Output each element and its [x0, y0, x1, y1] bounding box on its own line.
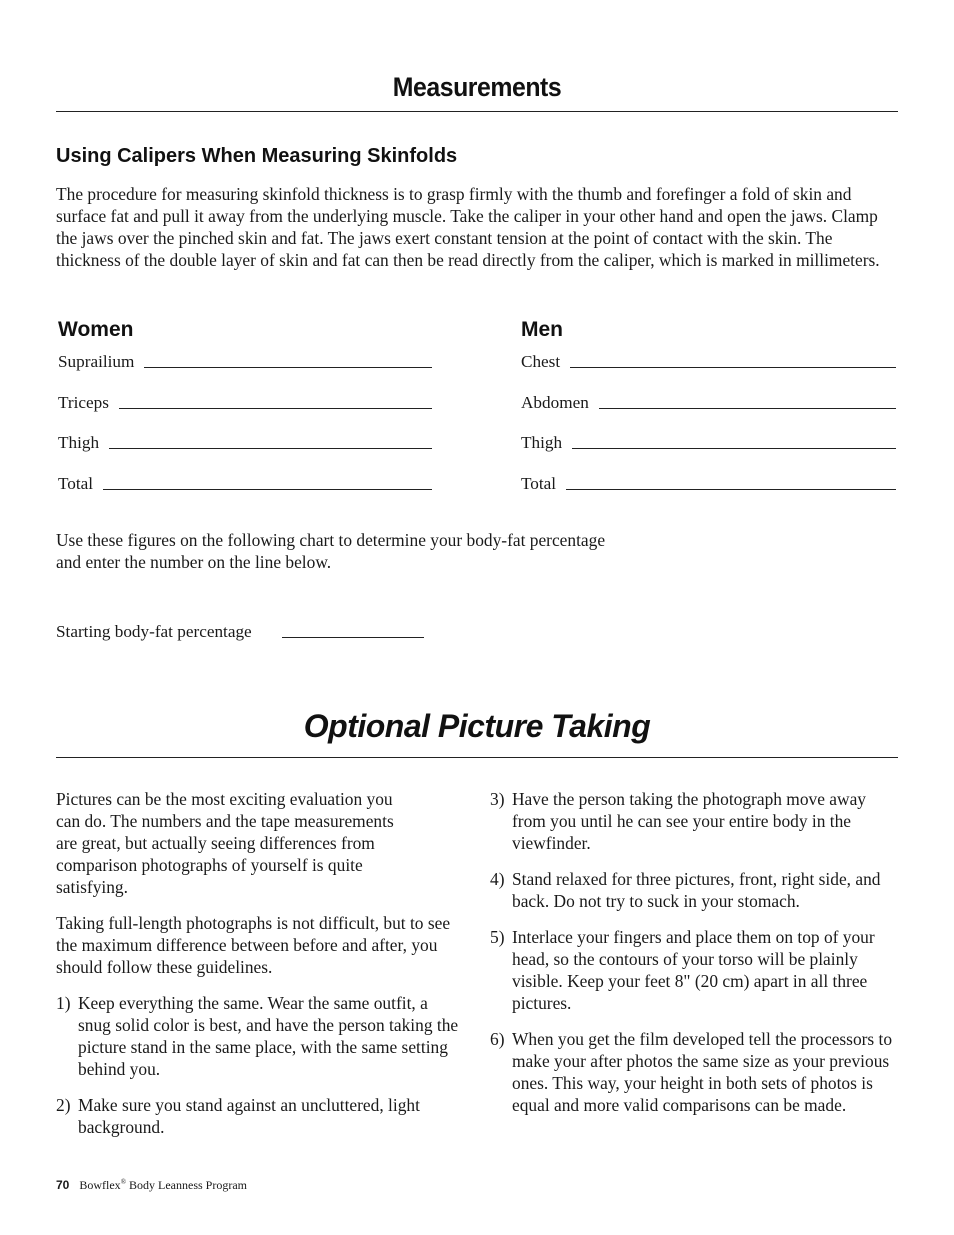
men-field-thigh[interactable]: [521, 433, 896, 453]
right-column: [490, 788, 895, 1130]
section-subtitle: Using Calipers When Measuring Skinfolds: [56, 145, 458, 167]
entry-line[interactable]: [570, 366, 896, 368]
entry-line[interactable]: [109, 447, 432, 449]
intro-paragraph-1: Pictures can be the most exciting evaluation you can do. The numbers and the tape measurements are great, but actually seeing differences from comparison photographs of yourself is quite satisfying.: [56, 789, 394, 897]
field-label: Total: [521, 474, 557, 493]
page-title-measurements: Measurements: [392, 72, 562, 102]
list-item: [56, 992, 460, 1080]
men-heading: Men: [521, 318, 563, 341]
entry-line[interactable]: [119, 407, 432, 409]
list-item: [490, 926, 895, 1014]
list-number: 1): [56, 993, 71, 1013]
field-label: Total: [58, 474, 94, 493]
section2-divider: [56, 757, 898, 758]
field-label: Thigh: [521, 433, 563, 452]
field-label: Suprailium: [58, 352, 135, 371]
field-label: Thigh: [58, 433, 100, 452]
list-number: 2): [56, 1095, 71, 1115]
list-item: [490, 868, 895, 912]
women-field-triceps[interactable]: [58, 393, 432, 413]
women-field-thigh[interactable]: [58, 433, 432, 453]
list-text: Keep everything the same. Wear the same outfit, a snug solid color is best, and have the person taking the picture stand in the same place, with the same setting behind you.: [78, 993, 459, 1079]
list-number: 4): [490, 869, 505, 889]
page-footer: [56, 1178, 247, 1193]
intro-paragraph-2: Taking full-length photographs is not difficult, but to see the maximum difference between before and after, you should follow these guidelines.: [56, 913, 451, 977]
field-label: Triceps: [58, 393, 109, 412]
field-label: Chest: [521, 352, 561, 371]
calipers-paragraph: The procedure for measuring skinfold thickness is to grasp firmly with the thumb and forefinger a fold of skin and surface fat and pull it away from the underlying muscle. Take the caliper in your other hand and open the jaws. Clamp the jaws over the pinched skin and fat. The jaws exert constant tension at the point of contact with the skin. The thickness of the double layer of skin and fat can then be read directly from the caliper, which is marked in millimeters.: [56, 184, 880, 270]
entry-line[interactable]: [103, 488, 432, 490]
list-item: [490, 1028, 895, 1116]
instruction-line-2: and enter the number on the line below.: [56, 552, 332, 572]
men-field-total[interactable]: [521, 474, 896, 494]
men-field-chest[interactable]: [521, 352, 896, 372]
women-field-total[interactable]: [58, 474, 432, 494]
instruction-text: [56, 529, 756, 573]
women-field-suprailium[interactable]: [58, 352, 432, 372]
entry-line[interactable]: [572, 447, 896, 449]
starting-bodyfat-field[interactable]: [56, 622, 424, 642]
footer-program: Body Leanness Program: [126, 1178, 247, 1192]
list-text: Make sure you stand against an uncluttered, light background.: [78, 1095, 420, 1137]
women-heading: Women: [58, 318, 134, 341]
field-label: Abdomen: [521, 393, 589, 412]
entry-line[interactable]: [144, 366, 432, 368]
list-text: Have the person taking the photograph move away from you until he can see your entire body in the viewfinder.: [512, 789, 866, 853]
instruction-line-1: Use these figures on the following chart to determine your body-fat percentage: [56, 530, 606, 550]
list-number: 6): [490, 1029, 505, 1049]
list-item: [56, 1094, 460, 1138]
list-text: When you get the film developed tell the processors to make your after photos the same size as your previous ones. This way, your height in both sets of photos is equal and more valid comparisons can be made.: [512, 1029, 893, 1115]
entry-line[interactable]: [566, 488, 896, 490]
section-title-optional-picture-taking: Optional Picture Taking: [303, 708, 651, 744]
entry-line[interactable]: [599, 407, 896, 409]
list-number: 3): [490, 789, 505, 809]
page-number: 70: [56, 1178, 70, 1192]
title-divider: [56, 111, 898, 112]
list-text: Stand relaxed for three pictures, front, right side, and back. Do not try to suck in your stomach.: [512, 869, 881, 911]
field-label: Starting body-fat percentage: [56, 622, 252, 641]
list-item: [490, 788, 895, 854]
footer-brand: Bowflex: [79, 1178, 121, 1192]
left-column: [56, 788, 460, 1152]
entry-line[interactable]: [282, 636, 424, 638]
men-field-abdomen[interactable]: [521, 393, 896, 413]
list-text: Interlace your fingers and place them on top of your head, so the contours of your torso will be plainly visible. Keep your feet 8" (20 cm) apart in all three pictures.: [512, 927, 875, 1013]
registered-mark: ®: [120, 1178, 127, 1186]
list-number: 5): [490, 927, 505, 947]
